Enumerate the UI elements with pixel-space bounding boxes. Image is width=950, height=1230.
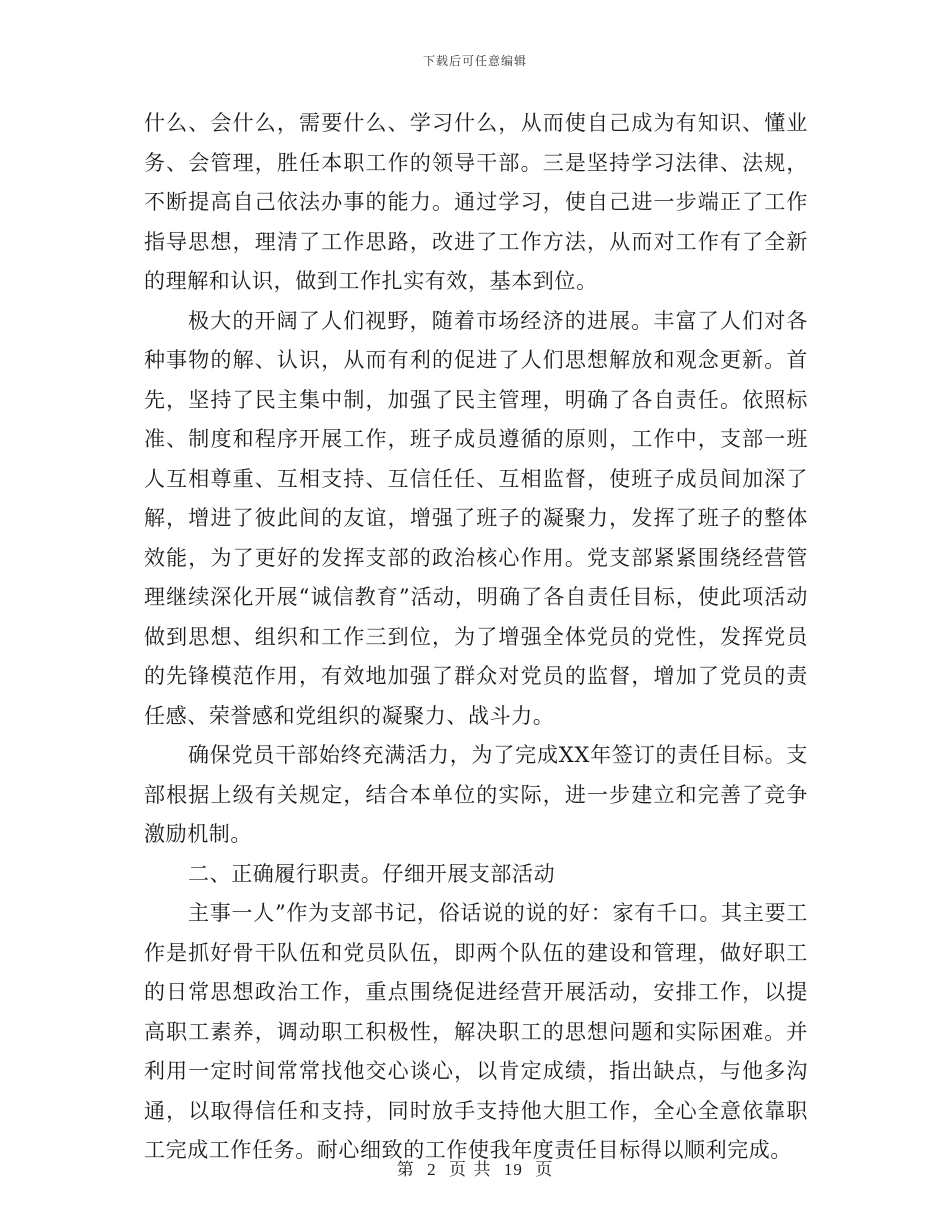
section-heading: 二、正确履行职责。仔细开展支部活动 bbox=[188, 861, 556, 886]
paragraph-4: 主事一人”作为支部书记，俗话说的说的好：家有千口。其主要工作是抓好骨干队伍和党员队伍，即两个队伍的建设和管理，做好职工的日常思想政治工作，重点围绕促进经营开展活动，安排工作，以提高职工素养，调动职工积极性，解决职工的思想问题和实际困难。并利用一定时间常常找他交心谈心，以肯定成绩，指出缺点，与他多沟通，以取得信任和支持，同时放手支持他大胆工作，全心全意依靠职工完成工作任务。耐心细致的工作使我年度责任目标得以顺利完成。 bbox=[144, 901, 808, 1162]
header-text: 下载后可任意编辑 bbox=[422, 54, 527, 68]
paragraph-1: 什么、会什么，需要什么、学习什么，从而使自己成为有知识、懂业务、会管理，胜任本职工作的领导干部。三是坚持学习法律、法规，不断提高自己依法办事的能力。通过学习，使自己进一步端正了工作指导思想，理清了工作思路，改进了工作方法，从而对工作有了全新的理解和认识，做到工作扎实有效，基本到位。 bbox=[144, 111, 808, 293]
page-header bbox=[0, 52, 950, 69]
footer-suffix: 页 bbox=[535, 1160, 554, 1180]
page-footer bbox=[0, 1155, 950, 1180]
footer-prefix: 第 bbox=[396, 1160, 415, 1180]
document-body bbox=[144, 104, 808, 1171]
footer-total-pages: 19 bbox=[503, 1160, 523, 1179]
footer-middle: 页 共 bbox=[449, 1160, 492, 1180]
footer-page-number: 2 bbox=[427, 1160, 437, 1179]
paragraph-3: 确保党员干部始终充满活力，为了完成XX年签订的责任目标。支部根据上级有关规定，结合本单位的实际，进一步建立和完善了竞争激励机制。 bbox=[144, 743, 808, 846]
paragraph-2: 极大的开阔了人们视野，随着市场经济的进展。丰富了人们对各种事物的解、认识，从而有利的促进了人们思想解放和观念更新。首先，坚持了民主集中制，加强了民主管理，明确了各自责任。依照标准、制度和程序开展工作，班子成员遵循的原则，工作中，支部一班人互相尊重、互相支持、互信任任、互相监督，使班子成员间加深了解，增进了彼此间的友谊，增强了班子的凝聚力，发挥了班子的整体效能，为了更好的发挥支部的政治核心作用。党支部紧紧围绕经营管理继续深化开展“诚信教育”活动，明确了各自责任目标，使此项活动做到思想、组织和工作三到位，为了增强全体党员的党性，发挥党员的先锋模范作用，有效地加强了群众对党员的监督，增加了党员的责任感、荣誉感和党组织的凝聚力、战斗力。 bbox=[144, 308, 808, 728]
